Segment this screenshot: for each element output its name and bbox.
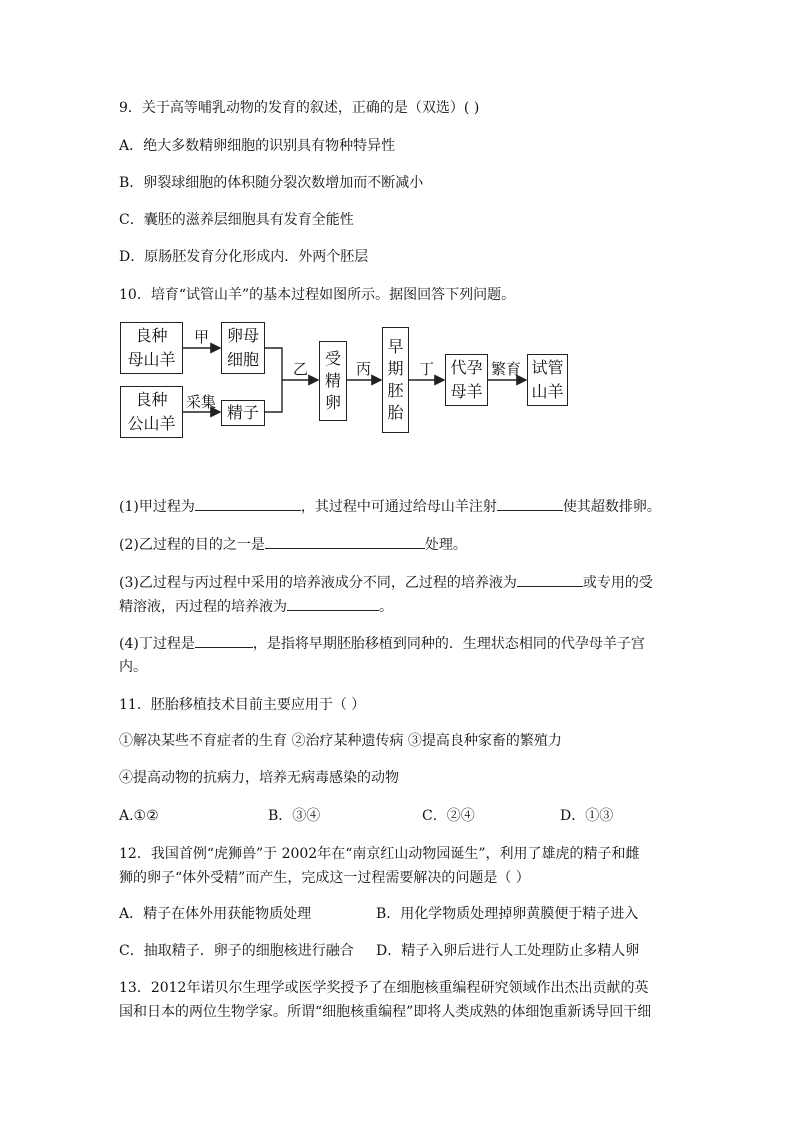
q10-sub3-line1: (3)乙过程与丙过程中采用的培养液成分不同，乙过程的培养液为 或专用的受 [119, 572, 653, 593]
label-bing: 丙 [356, 360, 372, 378]
answer-blank[interactable] [195, 496, 301, 511]
answer-blank[interactable] [287, 596, 379, 611]
box-sperm: 精子 [221, 400, 265, 426]
answer-blank[interactable] [265, 534, 425, 549]
q13-line-2: 国和日本的两位生物学家。所谓“细胞核重编程”即将人类成熟的体细饱重新诱导回干细 [119, 1004, 652, 1020]
q11-option-c: C．②④ [422, 808, 475, 824]
box-good-father-goat: 良种 公山羊 [120, 386, 183, 438]
q11-statements-2: ④提高动物的抗病力，培养无病毒感染的动物 [119, 770, 399, 786]
q9-option-a: A．绝大多数精卵细胞的识别具有物种特异性 [119, 138, 396, 154]
q11-stem: 11．胚胎移植技术目前主要应用于（ ） [119, 697, 366, 713]
q13-line-1: 13．2012年诺贝尔生理学或医学奖授予了在细胞核重编程研究领域作出杰出贡献的英 [119, 980, 649, 996]
q12-option-d: D．精子入卵后进行人工处理防止多精人卵 [376, 943, 640, 959]
label-caiji: 采集 [186, 393, 217, 411]
q12-stem-1: 12．我国首例“虎狮兽”于 2002年在“南京红山动物园诞生”，利用了雄虎的精子和雌 [119, 846, 640, 862]
bracket-merge [265, 348, 282, 412]
box-surrogate-ewe: 代孕 母羊 [445, 354, 488, 406]
box-fertilized-egg: 受 精 卵 [319, 341, 347, 421]
label-fanyu: 繁育 [491, 360, 522, 378]
q9-option-b: B．卵裂球细胞的体积随分裂次数增加而不断减小 [119, 175, 424, 191]
q10-stem: 10．培育“试管山羊”的基本过程如图所示。据图回答下列问题。 [119, 287, 516, 303]
answer-blank[interactable] [517, 572, 583, 587]
q11-option-d: D．①③ [560, 808, 614, 824]
label-ding: 丁 [419, 360, 435, 378]
q10-sub4-line1: (4)丁过程是 ，是指将早期胚胎移植到同种的．生理状态相同的代孕母羊子宫 [119, 633, 645, 654]
label-yi: 乙 [293, 360, 309, 378]
box-early-embryo: 早 期 胚 胎 [382, 327, 409, 433]
answer-blank[interactable] [195, 633, 253, 648]
q11-statements-1: ①解决某些不育症者的生育 ②治疗某种遗传病 ③提高良种家畜的繁殖力 [119, 733, 562, 749]
q10-sub4-line2: 内。 [119, 659, 147, 675]
q12-stem-2: 狮的卵子“体外受精”而产生，完成这一过程需要解决的问题是（ ） [119, 870, 530, 886]
q9-stem: 9．关于高等哺乳动物的发育的叙述，正确的是（双选）( ) [119, 100, 480, 116]
q12-option-a: A．精子在体外用获能物质处理 [119, 906, 312, 922]
q9-option-d: D．原肠胚发育分化形成内．外两个胚层 [119, 249, 369, 265]
label-jia: 甲 [194, 328, 210, 346]
q10-sub2: (2)乙过程的目的之一是 处理。 [119, 534, 467, 555]
answer-blank[interactable] [497, 496, 563, 511]
q9-option-c: C．囊胚的滋养层细胞具有发育全能性 [119, 212, 354, 228]
box-test-tube-goat: 试管 山羊 [527, 354, 568, 406]
q11-option-b: B．③④ [268, 808, 321, 824]
box-oocyte: 卵母 细胞 [221, 322, 265, 374]
q11-option-a: A.①② [119, 808, 159, 824]
q10-sub1: (1)甲过程为 ，其过程中可通过给母山羊注射 使其超数排卵。 [119, 496, 661, 517]
q12-option-b: B．用化学物质处理掉卵黄膜便于精子进入 [376, 906, 639, 922]
q10-sub3-line2: 精溶液，丙过程的培养液为 。 [119, 596, 393, 617]
box-good-mother-goat: 良种 母山羊 [120, 322, 183, 374]
q12-option-c: C．抽取精子．卵子的细胞核进行融合 [119, 943, 354, 959]
